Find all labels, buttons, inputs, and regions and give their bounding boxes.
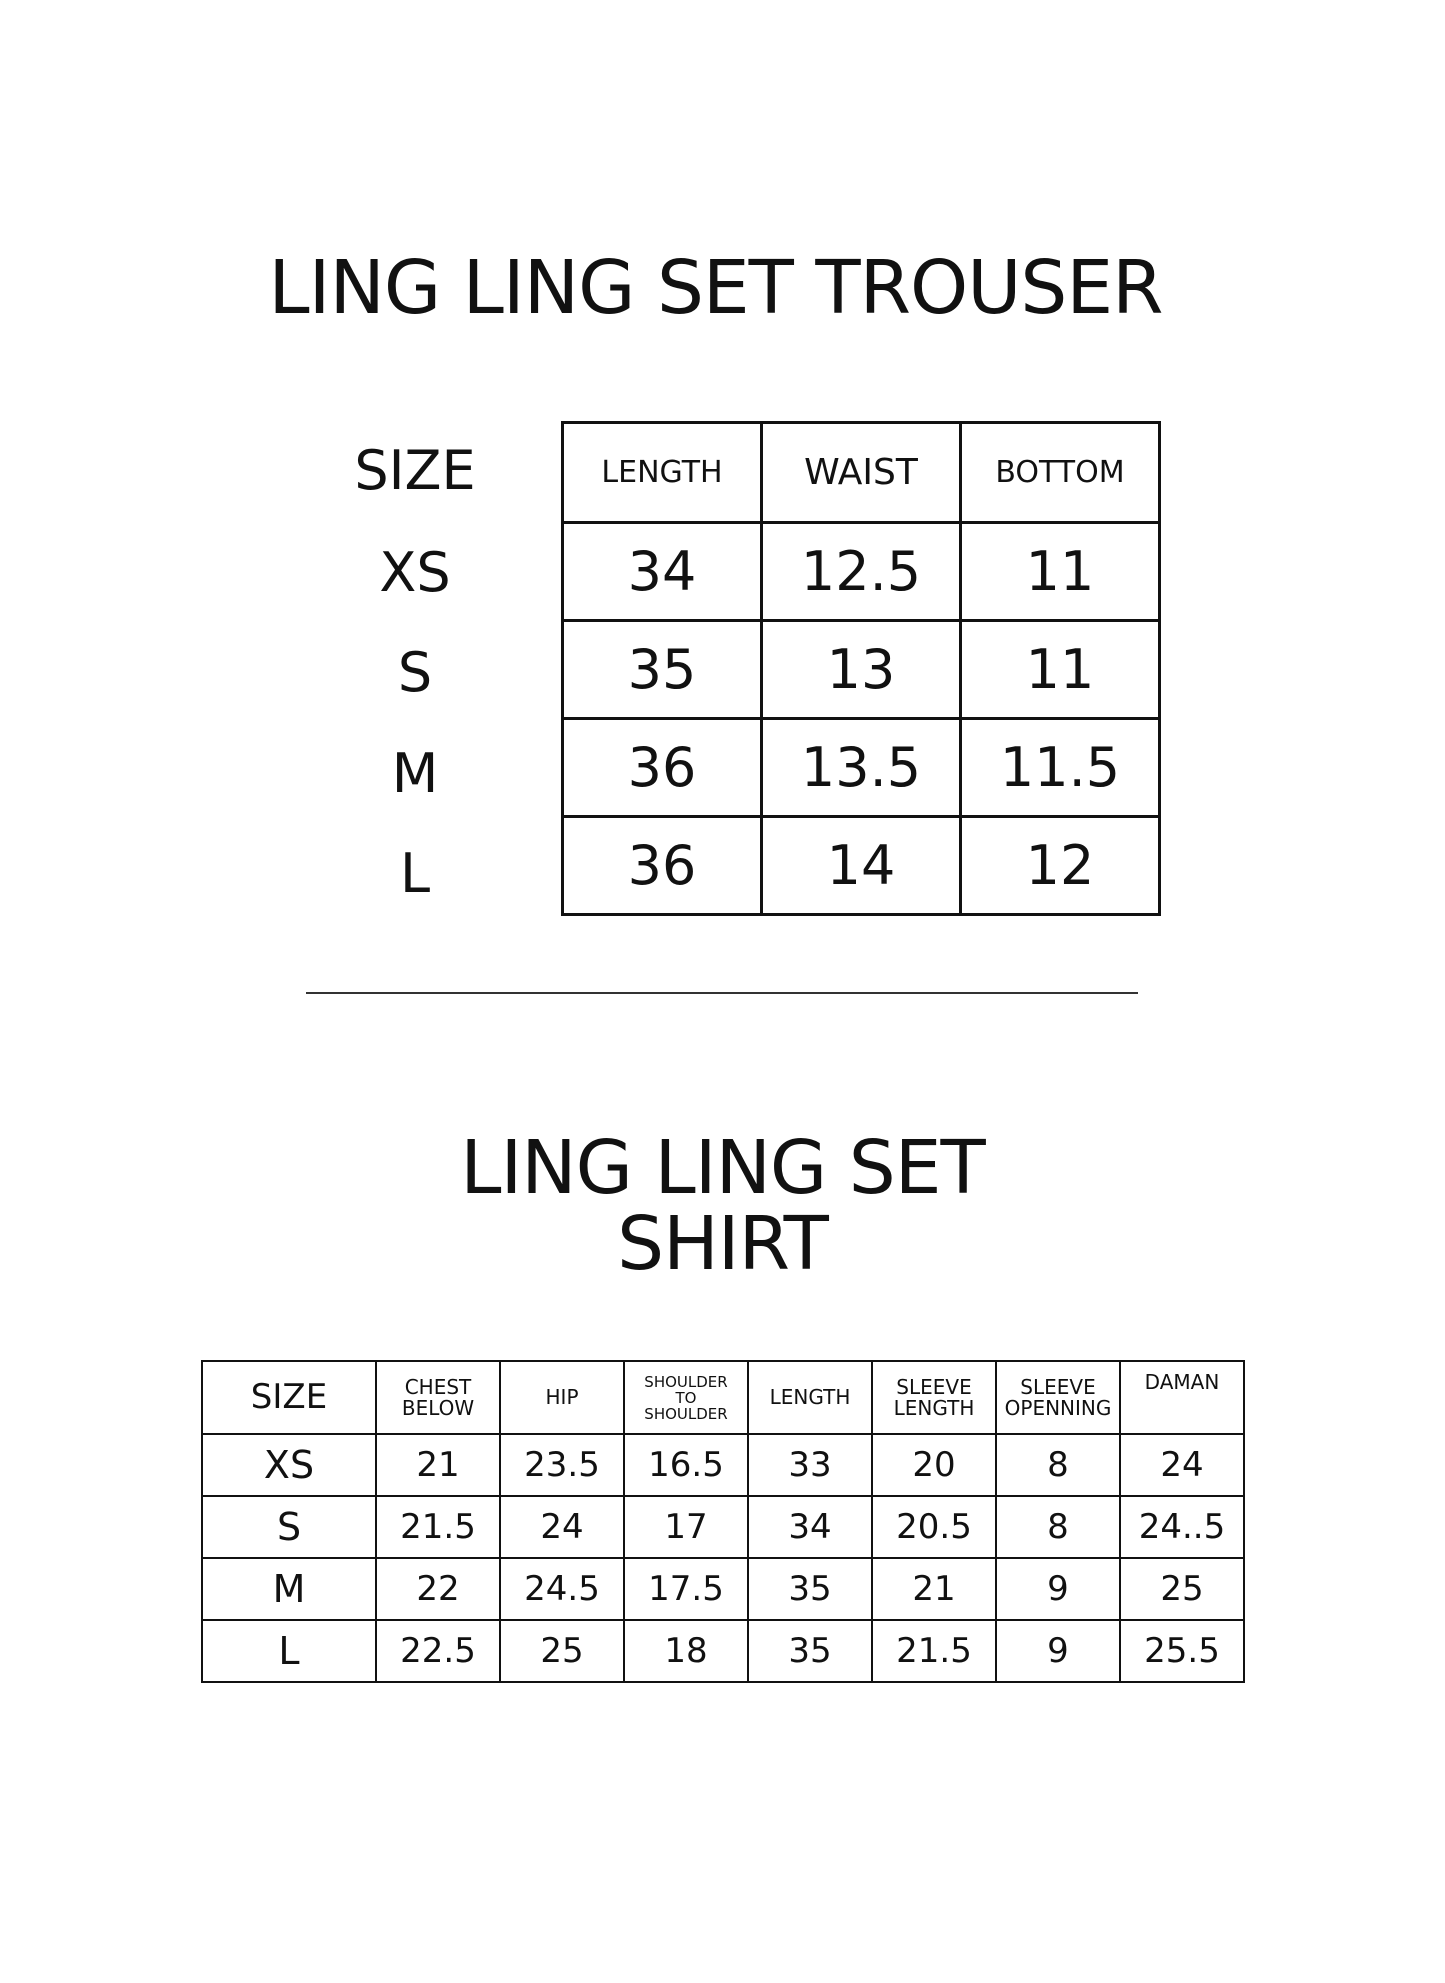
table-row xyxy=(202,1434,1244,1496)
shirt-col-chest-below xyxy=(376,1361,500,1434)
shirt-cell: 20.5 xyxy=(872,1496,996,1558)
shirt-size-table xyxy=(201,1360,1245,1683)
table-row xyxy=(563,719,1160,817)
shirt-cell: 23.5 xyxy=(500,1434,624,1496)
shirt-cell: 24..5 xyxy=(1120,1496,1244,1558)
shirt-size-header: SIZE xyxy=(202,1361,376,1434)
shirt-col-length xyxy=(748,1361,872,1434)
table-row xyxy=(563,523,1160,621)
shirt-cell: 21 xyxy=(872,1558,996,1620)
shirt-cell: 25 xyxy=(1120,1558,1244,1620)
trouser-cell: 11 xyxy=(961,621,1160,719)
shirt-cell: 17.5 xyxy=(624,1558,748,1620)
shirt-size-xs: XS xyxy=(202,1434,376,1496)
trouser-cell: 13.5 xyxy=(762,719,961,817)
section-divider xyxy=(306,992,1138,994)
shirt-col-sleeve-length xyxy=(872,1361,996,1434)
shirt-cell: 21 xyxy=(376,1434,500,1496)
trouser-cell: 35 xyxy=(563,621,762,719)
shirt-cell: 24 xyxy=(1120,1434,1244,1496)
shirt-cell: 25 xyxy=(500,1620,624,1682)
shirt-col-hip xyxy=(500,1361,624,1434)
shirt-title-line2: SHIRT xyxy=(617,1201,828,1287)
trouser-size-m: M xyxy=(391,742,439,805)
trouser-cell: 36 xyxy=(563,719,762,817)
shirt-col-label: LENGTH xyxy=(893,1395,975,1420)
trouser-col-bottom: BOTTOM xyxy=(961,423,1160,523)
trouser-cell: 12.5 xyxy=(762,523,961,621)
shirt-cell: 18 xyxy=(624,1620,748,1682)
shirt-col-label: SHOULDER xyxy=(644,1404,728,1423)
shirt-col-shoulder-to-shoulder xyxy=(624,1361,748,1434)
trouser-size-l: L xyxy=(399,842,431,905)
shirt-cell: 8 xyxy=(996,1434,1120,1496)
shirt-size-m: M xyxy=(202,1558,376,1620)
shirt-col-daman xyxy=(1120,1361,1244,1434)
shirt-cell: 22 xyxy=(376,1558,500,1620)
shirt-cell: 9 xyxy=(996,1620,1120,1682)
trouser-cell: 34 xyxy=(563,523,762,621)
shirt-cell: 16.5 xyxy=(624,1434,748,1496)
trouser-title-text: LING LING SET TROUSER xyxy=(268,245,1163,331)
shirt-cell: 34 xyxy=(748,1496,872,1558)
trouser-cell: 13 xyxy=(762,621,961,719)
trouser-cell: 11.5 xyxy=(961,719,1160,817)
table-row xyxy=(563,817,1160,915)
trouser-cell: 12 xyxy=(961,817,1160,915)
shirt-cell: 20 xyxy=(872,1434,996,1496)
trouser-size-xs: XS xyxy=(379,541,451,604)
table-row xyxy=(202,1558,1244,1620)
shirt-col-label: DAMAN xyxy=(1144,1370,1220,1394)
shirt-cell: 22.5 xyxy=(376,1620,500,1682)
shirt-cell: 17 xyxy=(624,1496,748,1558)
trouser-cell: 36 xyxy=(563,817,762,915)
shirt-size-l: L xyxy=(202,1620,376,1682)
shirt-col-label: SLEEVE xyxy=(1020,1374,1096,1399)
shirt-cell: 8 xyxy=(996,1496,1120,1558)
shirt-cell: 24 xyxy=(500,1496,624,1558)
shirt-cell: 35 xyxy=(748,1620,872,1682)
shirt-col-label: TO xyxy=(675,1388,697,1407)
trouser-header-row xyxy=(563,423,1160,523)
shirt-cell: 21.5 xyxy=(872,1620,996,1682)
shirt-col-label: HIP xyxy=(545,1385,579,1409)
table-row xyxy=(202,1620,1244,1682)
trouser-col-length: LENGTH xyxy=(563,423,762,523)
shirt-col-label: CHEST xyxy=(404,1374,472,1399)
trouser-cell: 14 xyxy=(762,817,961,915)
shirt-cell: 9 xyxy=(996,1558,1120,1620)
shirt-col-label: BELOW xyxy=(401,1395,475,1420)
shirt-chart-title xyxy=(0,1125,1445,1287)
shirt-cell: 25.5 xyxy=(1120,1620,1244,1682)
shirt-cell: 33 xyxy=(748,1434,872,1496)
shirt-col-label: SLEEVE xyxy=(896,1374,972,1399)
shirt-col-label: SHOULDER xyxy=(644,1372,728,1391)
shirt-col-label: LENGTH xyxy=(769,1385,851,1409)
shirt-header-row xyxy=(202,1361,1244,1434)
trouser-size-header: SIZE xyxy=(354,439,476,502)
table-row xyxy=(202,1496,1244,1558)
shirt-cell: 24.5 xyxy=(500,1558,624,1620)
shirt-size-s: S xyxy=(202,1496,376,1558)
trouser-cell: 11 xyxy=(961,523,1160,621)
shirt-cell: 35 xyxy=(748,1558,872,1620)
trouser-chart-title xyxy=(0,245,1445,331)
trouser-col-waist: WAIST xyxy=(762,423,961,523)
trouser-size-s: S xyxy=(397,641,433,704)
shirt-cell: 21.5 xyxy=(376,1496,500,1558)
trouser-size-table xyxy=(561,421,1161,916)
shirt-title-line1: LING LING SET xyxy=(460,1125,985,1211)
shirt-col-label: OPENNING xyxy=(1004,1395,1112,1420)
shirt-col-sleeve-openning xyxy=(996,1361,1120,1434)
table-row xyxy=(563,621,1160,719)
